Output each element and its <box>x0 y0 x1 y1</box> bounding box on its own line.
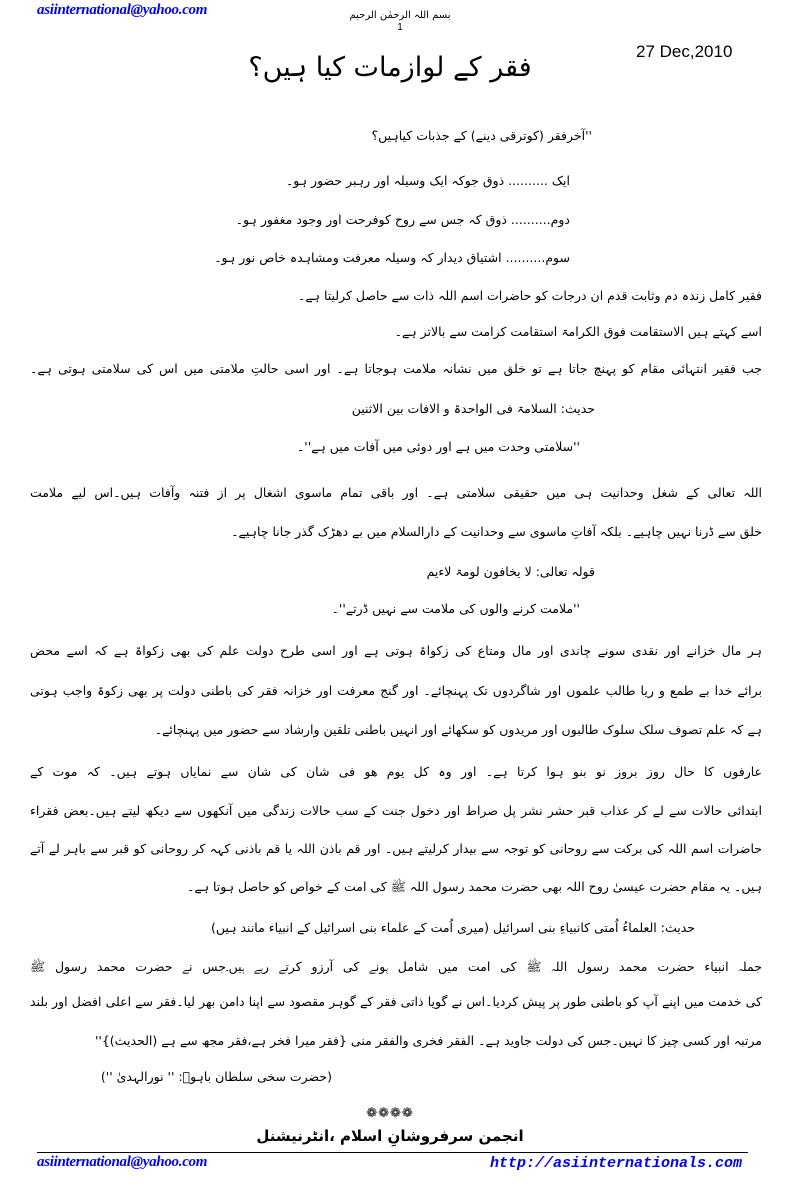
bismillah: بسم اللہ الرحمٰن الرحیم <box>349 10 451 21</box>
text-line: خلق سے ڈرنا نہیں چاہیے۔ بلکہ آفاتِ ماسوی سے وحدانیت کے دارالسلام میں بے دھڑک گذر جانا چاہیے۔ <box>231 524 762 539</box>
text-line: اسے کہتے ہیں الاستقامت فوق الکرامۃ استقامت کرامت سے بالاتر ہے۔ <box>394 324 762 339</box>
text-line: ہے کہ علم تصوف سلک سلوک طالبوں اور مریدوں کو سکھائے اور انہیں باطنی تلقین وارشاد سے حضور میں پہنچائے۔ <box>154 722 762 737</box>
text-line: ابتدائی حالات سے لے کر عذاب قبر حشر نشر پل صراط اور دخول جنت کے سب حالات زندگی میں آنکھوں سے دیکھ لیتے ہیں۔بعض فقراء <box>30 803 762 818</box>
text-line: برائے خدا بے طمع و ریا طالب علموں اور شاگردوں تک پہنچائے۔ اور گنج معرفت اور خزانہ فقر کی باطنی دولت پر بھی زکوۃ واجب ہوتی <box>30 683 762 698</box>
page-title: فقر کے لوازمات کیا ہیں؟ <box>248 52 532 83</box>
footer-divider <box>37 1152 748 1153</box>
text-line: عارفوں کا حال روز بروز نو بنو ہوا کرتا ہے۔ اور وہ کل یوم ھو فی شان کی شان سے نمایاں ہوتے ہیں۔ کہ موت کے <box>30 764 762 779</box>
hadith-line: حدیث: العلماءُ اُمتی کانبیاءِ بنی اسرائیل (میری اُمت کے علماء بنی اسرائیل کے انبیاء مانند ہیں) <box>211 920 695 935</box>
document-date: 27 Dec,2010 <box>636 42 733 61</box>
text-line: دوم.......... ذوق کہ جس سے روح کوفرحت اور وجود مغفور ہو۔ <box>235 212 570 227</box>
text-line: ہیں۔ یہ مقام حضرت عیسیٰ روح اللہ بھی حضرت محمد رسول اللہ ﷺ کی امت کے خواص کو حاصل ہوتا ہے۔ <box>187 879 762 894</box>
hadith-line: حدیث: السلامۃ فی الواحدۃ و الافات بین الاثنین <box>351 401 595 416</box>
text-line: اللہ تعالی کے شغل وحدانیت ہی میں حقیقی سلامتی ہے۔ اور باقی تمام ماسوی اشغال پر از فتنہ وآفات ہیں۔اس لیے ملامت <box>30 485 762 500</box>
ornament-icon: ❁❁❁❁ <box>366 1106 414 1121</box>
header-email-link[interactable]: asiinternational@yahoo.com <box>37 2 208 18</box>
text-line: جملہ انبیاء حضرت محمد رسول اللہ ﷺ کی امت میں شامل ہونے کی آرزو کرتے رہے ہیں۔جس نے حضرت محمد رسول ﷺ <box>30 959 762 974</box>
quran-line: قولہ تعالی: لا یخافون لومۃ لاءیم <box>426 564 595 579</box>
footer-website-link[interactable]: http://asiinternationals.com <box>490 1155 743 1172</box>
citation-line: (حضرت سخی سلطان باہوؒ: '' نورالہدیٰ '') <box>100 1069 332 1084</box>
text-line: ''سلامتی وحدت میں ہے اور دوئی میں آفات میں ہے''۔ <box>296 439 580 454</box>
text-line: ایک .......... ذوق جوکہ ایک وسیلہ اور رہبر حضور ہو۔ <box>285 173 570 188</box>
text-line: حاضرات اسم اللہ کی برکت سے روحانی کو توجہ سے بیدار کرلیتے ہیں۔ اور قم باذن اللہ یا قم باذنی کہہ کر روحانی کو قبر سے باہر لے آتے <box>30 841 762 856</box>
footer-email-link[interactable]: asiinternational@yahoo.com <box>37 1154 208 1170</box>
text-line: جب فقیر انتہائی مقام کو پہنچ جاتا ہے تو خلق میں نشانہ ملامت ہوجاتا ہے۔ اور اسی حالتِ ملامتی میں اس کی سلامتی ہوتی ہے۔ <box>30 361 762 376</box>
text-line: مرتبہ اور کسی چیز کا نہیں۔جس کی دولت جاوید ہے۔ الفقر فخری والفقر منی {فقر میرا فخر ہے،فقر مجھ سے ہے (الحدیث)}'' <box>94 1033 762 1048</box>
text-line: فقیر کامل زندہ دم وثابت قدم ان درجات کو حاضرات اسم اللہ ذات سے حاصل کرلیتا ہے۔ <box>298 288 762 303</box>
text-line: ہر مال خزانے اور نقدی سونے چاندی اور مال ومتاع کی زکواۃ ہوتی ہے اور اسی طرح دولت علم کی بھی زکواۃ ہے کہ اسے محض <box>30 643 762 658</box>
text-line: سوم.......... اشتیاق دیدار کہ وسیلہ معرفت ومشاہدہ خاص نور ہو۔ <box>214 250 570 265</box>
organization-name: انجمن سرفروشانِ اسلام ،انٹرنیشنل <box>256 1127 524 1145</box>
text-line: ''آخرفقر (کوترقی دینے) کے جذبات کیاہیں؟ <box>371 128 592 143</box>
text-line: کی خدمت میں اپنے آپ کو باطنی طور پر پیش کردیا۔اس نے گویا ذاتی فقر کے گوہر مقصود سے اپنا دامن بھر لیا۔فقر سے اعلی افضل اور بلند <box>30 994 762 1009</box>
text-line: ''ملامت کرنے والوں کی ملامت سے نہیں ڈرتے''۔ <box>331 601 580 616</box>
page-number: 1 <box>397 22 403 33</box>
